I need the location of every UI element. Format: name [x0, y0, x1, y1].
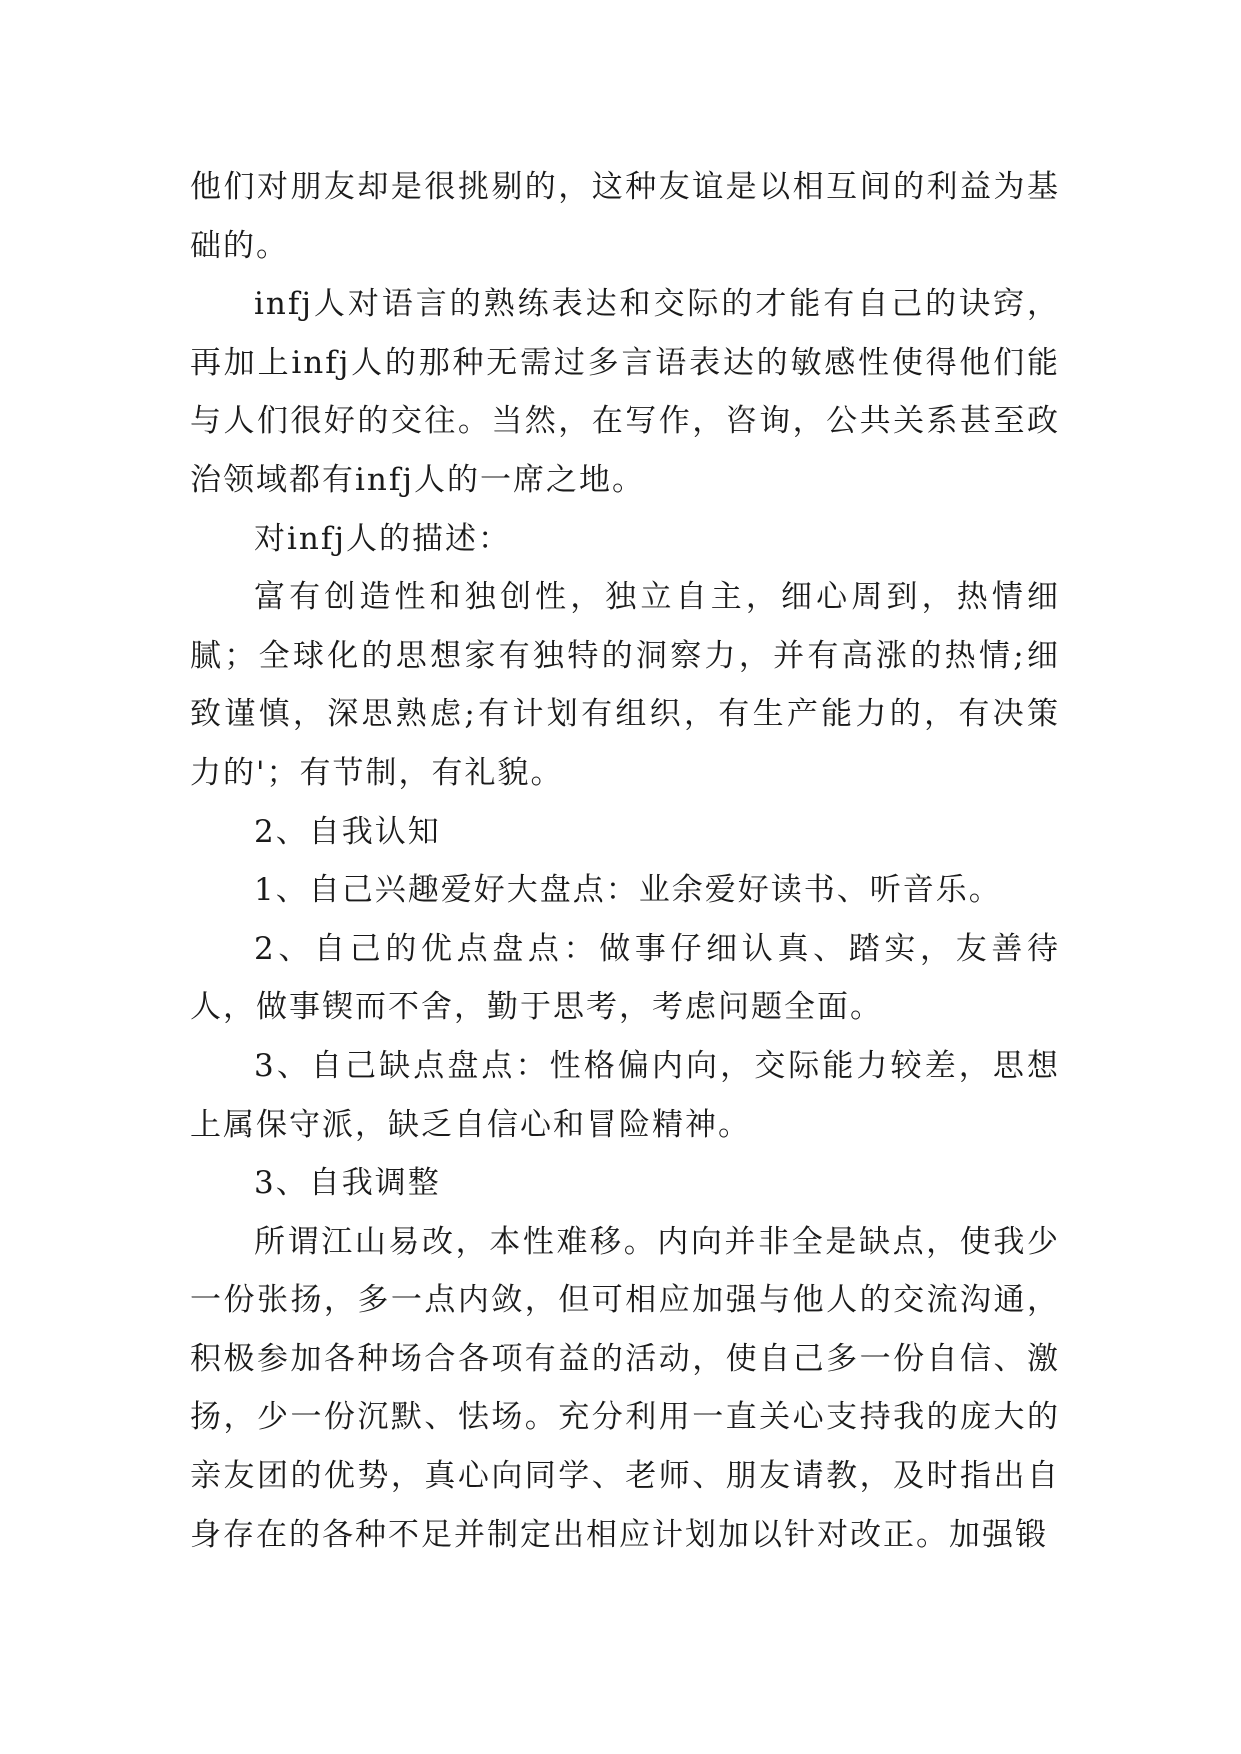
paragraph-friendship-continuation: 他们对朋友却是很挑剔的，这种友谊是以相互间的利益为基础的。: [190, 169, 1060, 264]
paragraph-weaknesses: 3、自己缺点盘点：性格偏内向，交际能力较差，思想上属保守派，缺乏自信心和冒险精神。: [190, 1047, 1060, 1143]
paragraph-description-heading: 对infj人的描述：: [254, 520, 511, 557]
paragraph-strengths: 2、自己的优点盘点：做事仔细认真、踏实，友善待人，做事锲而不舍，勤于思考，考虑问题全面。: [190, 930, 1060, 1026]
paragraph-adjustment: 所谓江山易改，本性难移。内向并非全是缺点，使我少一份张扬，多一点内敛，但可相应加强与他人的交流沟通，积极参加各种场合各项有益的活动，使自己多一份自信、激扬，少一份沉默、怯场。充分利用一直关心支持我的庞大的亲友团的优势，真心向同学、老师、朋友请教，及时指出自身存在的各种不足并制定出相应计划加以针对改正。加强锻: [190, 1223, 1060, 1553]
paragraph-traits: 富有创造性和独创性，独立自主，细心周到，热情细腻；全球化的思想家有独特的洞察力，并有高涨的热情;细致谨慎，深思熟虑;有计划有组织，有生产能力的，有决策力的'；有节制，有礼貌。: [190, 579, 1060, 791]
section-heading-self-awareness: 2、自我认知: [254, 813, 441, 850]
section-heading-self-adjustment: 3、自我调整: [254, 1165, 441, 1202]
document-body: [190, 158, 1060, 1564]
paragraph-hobbies: 1、自己兴趣爱好大盘点：业余爱好读书、听音乐。: [254, 872, 1002, 909]
paragraph-communication: infj人对语言的熟练表达和交际的才能有自己的诀窍，再加上infj人的那种无需过多言语表达的敏感性使得他们能与人们很好的交往。当然，在写作，咨询，公共关系甚至政治领域都有infj人的一席之地。: [190, 286, 1060, 498]
